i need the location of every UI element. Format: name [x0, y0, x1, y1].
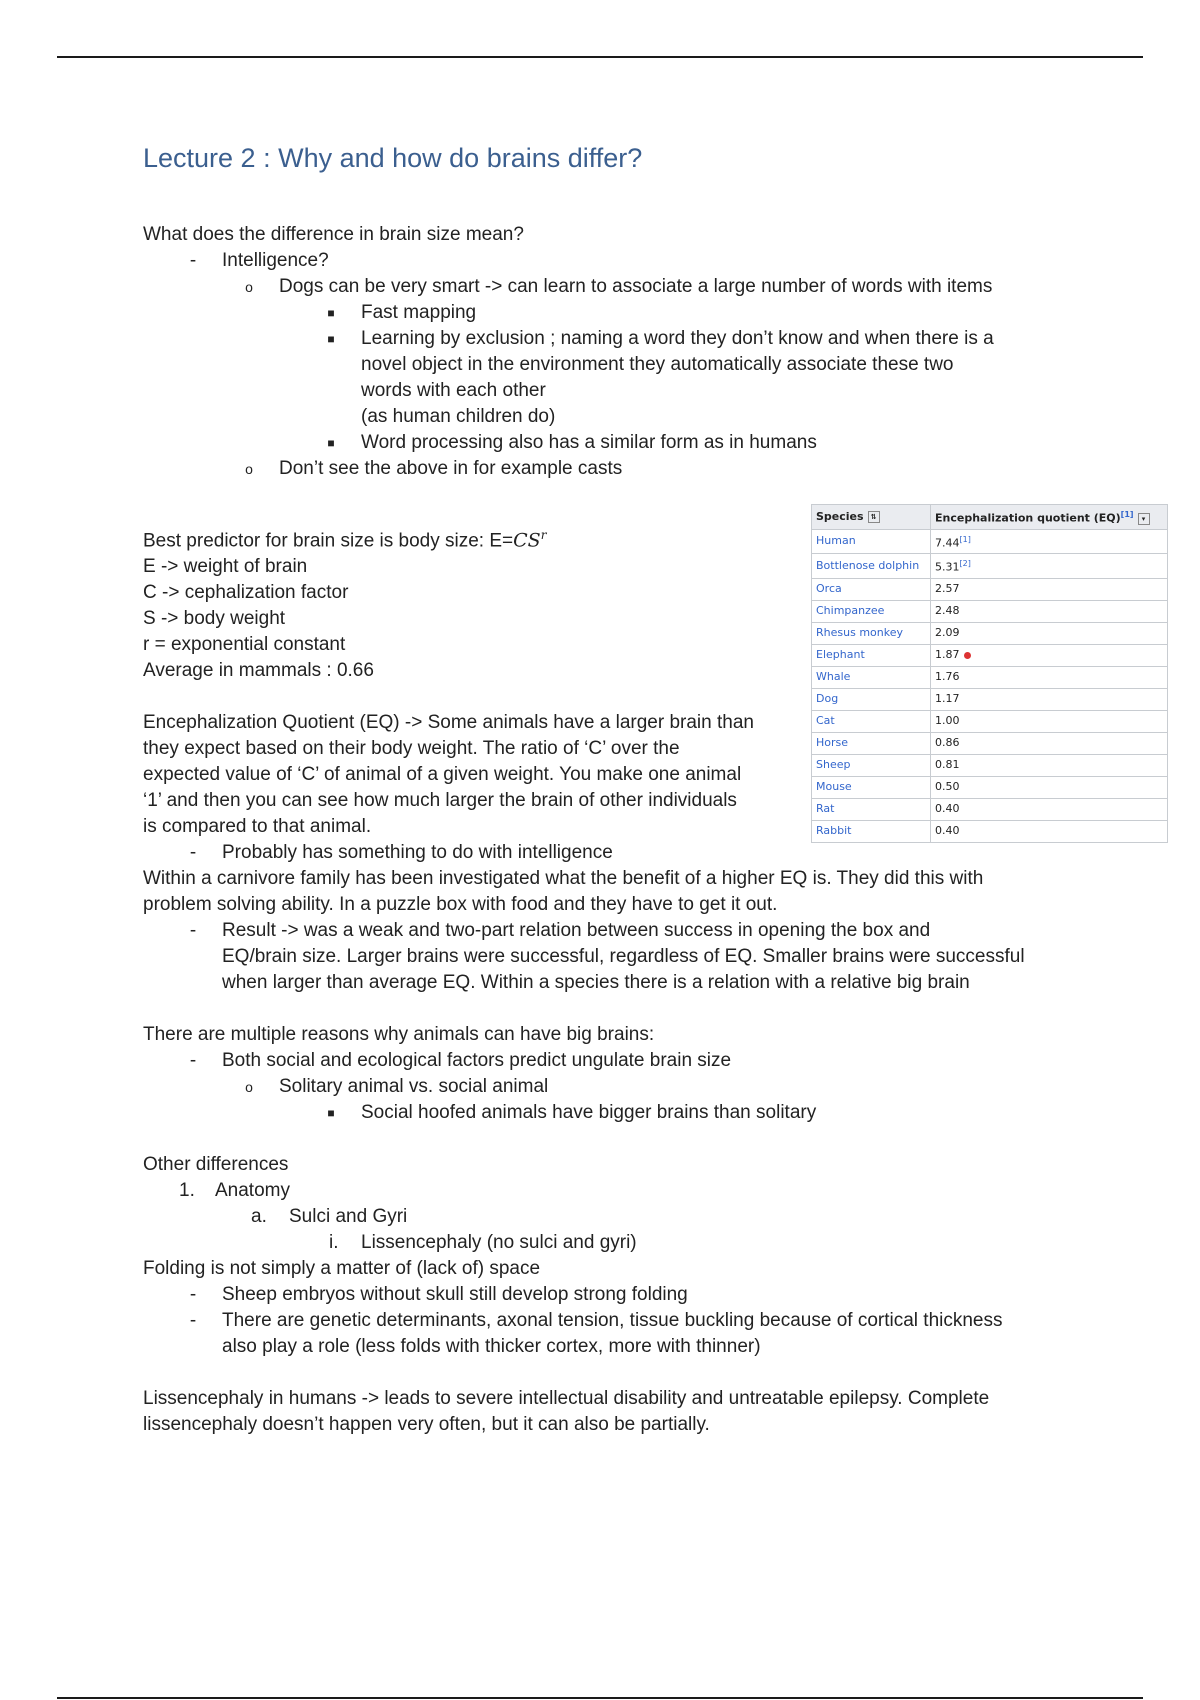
table-row	[812, 776, 1168, 798]
citation-link[interactable]: [2]	[959, 559, 971, 569]
list-item: ■ Learning by exclusion ; naming a word they don’t know and when there is a	[327, 328, 994, 349]
species-cell[interactable]: Bottlenose dolphin	[812, 554, 931, 579]
paragraph-line: lissencephaly doesn’t happen very often, but it can also be partially.	[143, 1414, 710, 1436]
eq-cell: 1.76	[931, 666, 1168, 688]
definition: C -> cephalization factor	[143, 582, 349, 604]
eq-table	[811, 504, 1168, 843]
eq-cell: 7.44[1]	[931, 529, 1168, 554]
paragraph-line: Within a carnivore family has been investigated what the benefit of a higher EQ is. They did this with	[143, 868, 984, 890]
eq-cell: 2.09	[931, 622, 1168, 644]
list-item: 1. Anatomy	[179, 1180, 290, 1202]
list-item: - Intelligence?	[189, 250, 329, 271]
table-row	[812, 798, 1168, 820]
definition: S -> body weight	[143, 608, 286, 630]
species-header[interactable]: Species ⇅	[812, 505, 931, 530]
species-cell[interactable]: Cat	[812, 710, 931, 732]
paragraph-line: expected value of ‘C’ of animal of a given weight. You make one animal	[143, 764, 742, 786]
species-cell[interactable]: Rat	[812, 798, 931, 820]
question-heading: What does the difference in brain size mean?	[143, 224, 524, 245]
table-row	[812, 732, 1168, 754]
species-cell[interactable]: Elephant	[812, 644, 931, 666]
list-item: - Both social and ecological factors predict ungulate brain size	[189, 1050, 732, 1072]
eq-cell: 2.57	[931, 578, 1168, 600]
list-item-continuation: EQ/brain size. Larger brains were successful, regardless of EQ. Smaller brains were successful	[222, 946, 1025, 968]
eq-cell: 1.87	[931, 644, 1168, 666]
list-item-continuation: (as human children do)	[361, 406, 556, 427]
definition: E -> weight of brain	[143, 556, 308, 578]
list-item: o Dogs can be very smart -> can learn to associate a large number of words with items	[245, 276, 993, 297]
eq-header[interactable]: Encephalization quotient (EQ)[1] ▾	[931, 505, 1168, 530]
list-item: ■ Social hoofed animals have bigger brains than solitary	[327, 1102, 817, 1124]
paragraph-line: problem solving ability. In a puzzle box with food and they have to get it out.	[143, 894, 778, 916]
eq-cell: 1.00	[931, 710, 1168, 732]
list-item: ■ Fast mapping	[327, 302, 477, 323]
table-row	[812, 529, 1168, 554]
list-item: i. Lissencephaly (no sulci and gyri)	[329, 1232, 637, 1254]
species-cell[interactable]: Mouse	[812, 776, 931, 798]
list-item: - There are genetic determinants, axonal tension, tissue buckling because of cortical thickness	[189, 1310, 1003, 1332]
species-cell[interactable]: Whale	[812, 666, 931, 688]
list-item-continuation: words with each other	[361, 380, 546, 401]
citation-link[interactable]: [1]	[959, 534, 971, 544]
list-item-continuation: also play a role (less folds with thicker cortex, more with thinner)	[222, 1336, 761, 1358]
paragraph-line: Encephalization Quotient (EQ) -> Some animals have a larger brain than	[143, 712, 754, 734]
species-cell[interactable]: Horse	[812, 732, 931, 754]
species-cell[interactable]: Rabbit	[812, 820, 931, 842]
definition: Average in mammals : 0.66	[143, 660, 374, 682]
list-item: - Probably has something to do with intelligence	[189, 842, 613, 864]
formula-section	[143, 522, 788, 840]
eq-cell: 2.48	[931, 600, 1168, 622]
table-row	[812, 578, 1168, 600]
paragraph-line: they expect based on their body weight. The ratio of ‘C’ over the	[143, 738, 680, 760]
table-row	[812, 688, 1168, 710]
eq-cell: 1.17	[931, 688, 1168, 710]
eq-cell: 0.40	[931, 798, 1168, 820]
paragraph-line: Folding is not simply a matter of (lack of) space	[143, 1258, 541, 1280]
sort-icon[interactable]: ⇅	[868, 511, 880, 523]
list-item: - Sheep embryos without skull still develop strong folding	[189, 1284, 688, 1306]
species-cell[interactable]: Chimpanzee	[812, 600, 931, 622]
eq-cell: 5.31[2]	[931, 554, 1168, 579]
list-item: - Result -> was a weak and two-part relation between success in opening the box and	[189, 920, 931, 942]
paragraph-line: is compared to that animal.	[143, 816, 372, 838]
list-item: o Solitary animal vs. social animal	[245, 1076, 549, 1098]
eq-cell: 0.81	[931, 754, 1168, 776]
page-title: Lecture 2 : Why and how do brains differ?	[143, 143, 643, 173]
list-item-continuation: when larger than average EQ. Within a species there is a relation with a relative big brain	[222, 972, 970, 994]
paragraph-line: Other differences	[143, 1154, 289, 1176]
bottom-rule	[57, 1697, 1143, 1699]
table-row	[812, 554, 1168, 579]
list-item: a. Sulci and Gyri	[251, 1206, 408, 1228]
paragraph-line: ‘1’ and then you can see how much larger the brain of other individuals	[143, 790, 737, 812]
table-row	[812, 710, 1168, 732]
table-row	[812, 600, 1168, 622]
table-header-row	[812, 505, 1168, 530]
table-row	[812, 754, 1168, 776]
species-cell[interactable]: Rhesus monkey	[812, 622, 931, 644]
table-body	[812, 529, 1168, 842]
species-cell[interactable]: Sheep	[812, 754, 931, 776]
species-cell[interactable]: Orca	[812, 578, 931, 600]
list-item: ■ Word processing also has a similar form as in humans	[327, 432, 817, 453]
species-cell[interactable]: Human	[812, 529, 931, 554]
table-row	[812, 820, 1168, 842]
paragraph-line: Lissencephaly in humans -> leads to severe intellectual disability and untreatable epilepsy. Complete	[143, 1388, 990, 1410]
definition: r = exponential constant	[143, 634, 346, 656]
paragraph-line: There are multiple reasons why animals can have big brains:	[143, 1024, 655, 1046]
top-rule	[57, 56, 1143, 58]
table-row	[812, 622, 1168, 644]
predictor-line: Best predictor for brain size is body size: $E=CS^r$	[143, 528, 547, 552]
eq-cell: 0.40	[931, 820, 1168, 842]
eq-cell: 0.50	[931, 776, 1168, 798]
species-cell[interactable]: Dog	[812, 688, 931, 710]
eq-cell: 0.86	[931, 732, 1168, 754]
list-item-continuation: novel object in the environment they automatically associate these two	[361, 354, 954, 375]
table-row	[812, 644, 1168, 666]
sort-icon[interactable]: ▾	[1138, 513, 1150, 525]
cursor-dot-icon	[964, 652, 971, 659]
formula: CS	[513, 529, 541, 552]
table-row	[812, 666, 1168, 688]
list-item: o Don’t see the above in for example casts	[245, 458, 623, 479]
